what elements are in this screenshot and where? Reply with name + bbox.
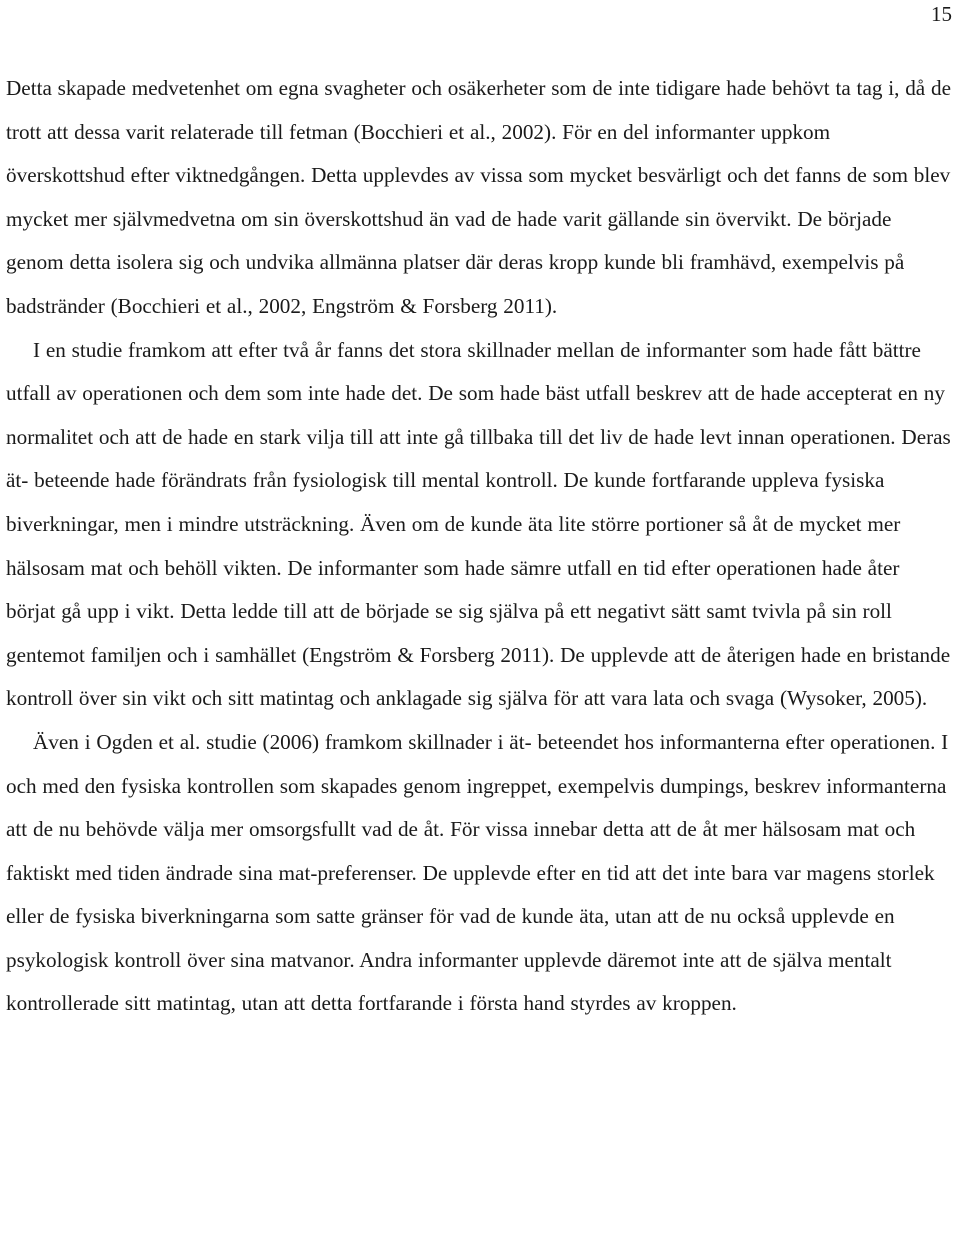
paragraph-3: Även i Ogden et al. studie (2006) framkom skillnader i ät- beteendet hos informanterna efter operationen. I och med den fysiska kontrollen som skapades genom ingreppet, exempelvis dumpings, beskrev informanterna att de nu behövde välja mer omsorgsfullt vad de åt. För vissa innebar detta att de åt mer hälsosam mat och faktiskt med tiden ändrade sina mat-preferenser. De upplevde efter en tid att det inte bara var magens storlek eller de fysiska biverkningarna som satte gränser för vad de kunde äta, utan att de nu också upplevde en psykologisk kontroll över sina matvanor. Andra informanter upplevde däremot inte att de själva mentalt kontrollerade sitt matintag, utan att detta fortfarande i första hand styrdes av kroppen. (6, 729, 949, 1016)
paragraph-2: I en studie framkom att efter två år fanns det stora skillnader mellan de informanter som hade fått bättre utfall av operationen och dem som inte hade det. De som hade bäst utfall beskrev att de hade accepterat en ny normalitet och att de hade en stark vilja till att inte gå tillbaka till det liv de hade levt innan operationen. Deras ät- beteende hade förändrats från fysiologisk till mental kontroll. De kunde fortfarande uppleva fysiska biverkningar, men i mindre utsträckning. Även om de kunde äta lite större portioner så åt de mycket mer hälsosam mat och behöll vikten. De informanter som hade sämre utfall en tid efter operationen hade åter börjat gå upp i vikt. Detta ledde till att de började se sig själva på ett negativt sätt samt tvivla på sin roll gentemot familjen och i samhället (Engström & Forsberg 2011). De upplevde att de återigen hade en bristande kontroll över sin vikt och sitt matintag och anklagade sig själva för att vara lata och svaga (Wysoker, 2005). (6, 337, 951, 711)
body-text (6, 67, 954, 1026)
paragraph-1: Detta skapade medvetenhet om egna svagheter och osäkerheter som de inte tidigare hade behövt ta tag i, då de trott att dessa varit relaterade till fetman (Bocchieri et al., 2002). För en del informanter uppkom överskottshud efter viktnedgången. Detta upplevdes av vissa som mycket besvärligt och det fanns de som blev mycket mer självmedvetna om sin överskottshud än vad de hade varit gällande sin övervikt. De började genom detta isolera sig och undvika allmänna platser där deras kropp kunde bli framhävd, exempelvis på badstränder (Bocchieri et al., 2002, Engström & Forsberg 2011). (6, 76, 952, 318)
page-number: 15 (931, 2, 952, 26)
